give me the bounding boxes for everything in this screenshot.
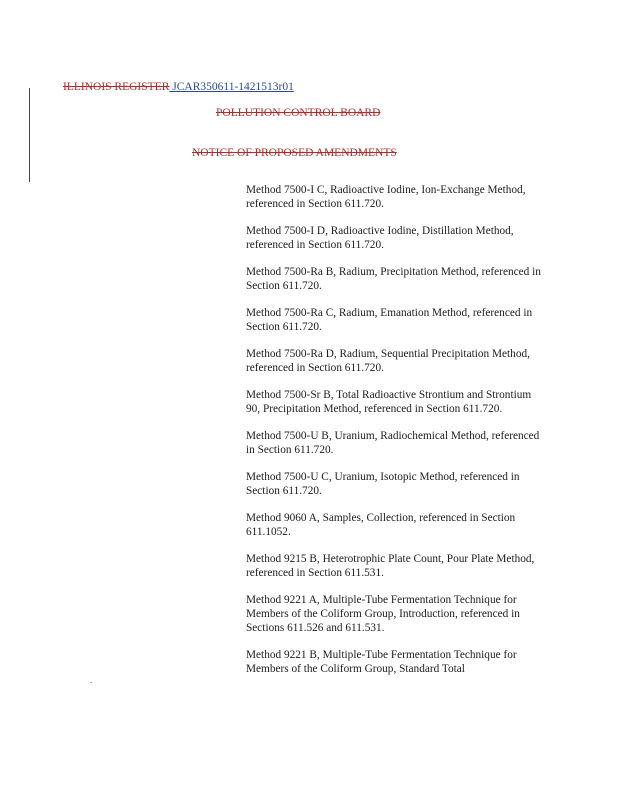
method-reference-list: [246, 183, 546, 689]
method-item: Method 7500-I D, Radioactive Iodine, Distillation Method, referenced in Section 611.720.: [246, 225, 514, 251]
method-item: Method 9221 A, Multiple-Tube Fermentation Technique for Members of the Coliform Group, Introduction, referenced in Sections 611.526 and 611.531.: [246, 594, 520, 634]
method-item: Method 7500-Ra D, Radium, Sequential Precipitation Method, referenced in Section 611.720.: [246, 348, 530, 374]
method-item: Method 7500-Ra C, Radium, Emanation Method, referenced in Section 611.720.: [246, 307, 533, 333]
stray-mark: .: [90, 675, 93, 685]
method-item: Method 9221 B, Multiple-Tube Fermentation Technique for Members of the Coliform Group, Standard Total: [246, 649, 517, 675]
method-item: Method 9215 B, Heterotrophic Plate Count, Pour Plate Method, referenced in Section 611.531.: [246, 553, 535, 579]
register-header: [63, 80, 294, 94]
board-title-deleted: POLLUTION CONTROL BOARD: [216, 107, 381, 119]
method-item: Method 7500-I C, Radioactive Iodine, Ion-Exchange Method, referenced in Section 611.720.: [246, 184, 526, 210]
register-title-deleted: ILLINOIS REGISTER: [63, 81, 170, 93]
method-item: Method 7500-U C, Uranium, Isotopic Method, referenced in Section 611.720.: [246, 471, 520, 497]
method-item: Method 7500-U B, Uranium, Radiochemical Method, referenced in Section 611.720.: [246, 430, 540, 456]
notice-title-deleted: NOTICE OF PROPOSED AMENDMENTS: [192, 147, 397, 159]
method-item: Method 7500-Ra B, Radium, Precipitation Method, referenced in Section 611.720.: [246, 266, 541, 292]
notice-header: [192, 146, 397, 160]
method-item: Method 9060 A, Samples, Collection, referenced in Section 611.1052.: [246, 512, 516, 538]
jcar-reference-inserted: JCAR350611-1421513r01: [169, 81, 294, 93]
method-item: Method 7500-Sr B, Total Radioactive Strontium and Strontium 90, Precipitation Method, referenced in Section 611.720.: [246, 389, 532, 415]
revision-change-bar: [29, 88, 30, 182]
board-header: [216, 106, 380, 120]
